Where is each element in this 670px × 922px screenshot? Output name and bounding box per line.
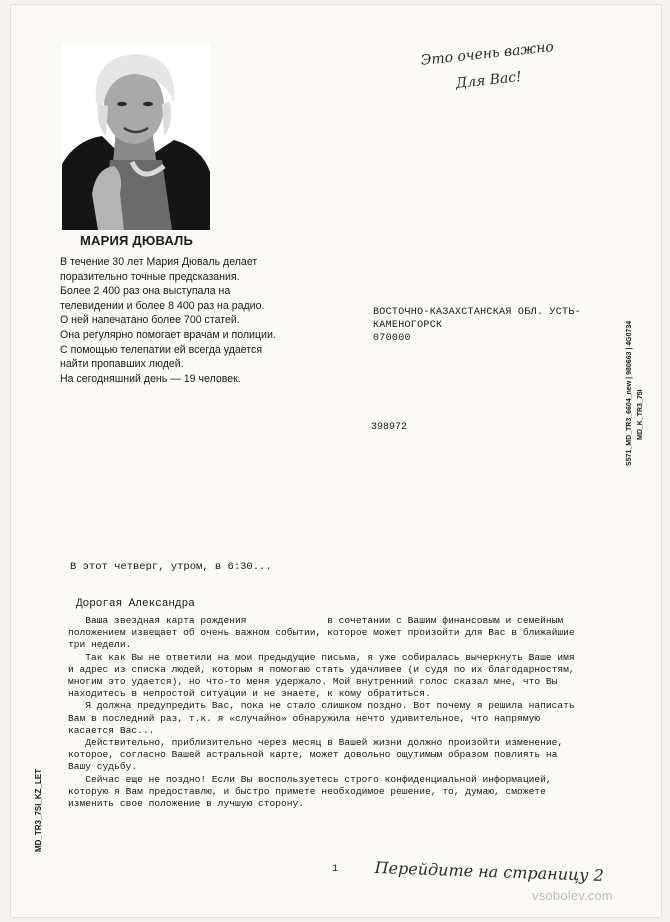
paragraph (68, 737, 640, 774)
portrait-photo (62, 44, 210, 230)
paragraph (68, 700, 640, 737)
paragraph (68, 774, 640, 811)
text-line: три недели. (68, 639, 132, 651)
text-line: которое, согласно Вашей астральной карте, может довольно ощутимым образом повлиять на (68, 749, 558, 761)
text-line: Вам в последний раз, т.к. я «случайно» обнаружила нечто удивительное, что напрямую (68, 712, 541, 724)
handwritten-note-line1: Это очень важно (420, 39, 555, 69)
text-line: и адрес из списка людей, которым я помогаю стать удачливее (и судя по их благодарностям, (68, 663, 575, 675)
bio-line: В течение 30 лет Мария Дюваль делает (60, 256, 258, 268)
bio-line: Более 2 400 раз она выступала на (60, 285, 231, 298)
text-line: которую я Вам предоставлю, и быстро примете необходимое решение, то, думаю, сможете (68, 785, 546, 797)
bio-line: Она регулярно помогает врачам и полиции. (60, 328, 276, 341)
author-name: МАРИЯ ДЮВАЛЬ (80, 233, 194, 248)
text-line: положением извещает об очень важном событии, которое может произойти для Вас в ближайшие (68, 627, 575, 639)
text-line: изменить свое положение в лучшую сторону. (68, 798, 305, 810)
bio-line: поразительно точные предсказания. (60, 270, 240, 283)
date-line: В этот четверг, утром, в 6:30... (70, 561, 272, 573)
page-number: 1 (332, 864, 339, 875)
text-line: находитесь в непростой ситуации и не знаете, к кому обратиться. (68, 688, 431, 700)
bio-line: О ней напечатано более 700 статей. (60, 314, 240, 327)
text-line: Действительно, приблизительно через месяц в Вашей жизни должно произойти изменение, (68, 737, 564, 749)
greeting: Дорогая Александра (76, 598, 195, 610)
paragraph (68, 615, 640, 652)
handwritten-note-line2: Для Вас! (455, 69, 523, 92)
text-line: многим это удается), но что-то меня удержало. Мой внутренний голос сказал мне, что Вы (68, 676, 558, 688)
address-postcode: 070000 (373, 333, 411, 344)
recipient-code: 398972 (371, 422, 408, 433)
author-bio (60, 255, 320, 386)
next-page-handwritten: Перейдите на страницу 2 (374, 858, 605, 885)
address-line1: ВОСТОЧНО-КАЗАХСТАНСКАЯ ОБЛ. УСТЬ- (373, 307, 581, 318)
bio-line: найти пропавших людей. (60, 358, 184, 371)
paragraph (68, 652, 640, 701)
address-line2: КАМЕНОГОРСК (373, 320, 443, 331)
text-line: Сейчас еще не поздно! Если Вы воспользуетесь строго конфиденциальной информацией, (68, 773, 552, 785)
text-line: Я должна предупредить Вас, пока не стало слишком поздно. Вот почему я решила написать (68, 700, 575, 712)
letter-body (68, 615, 640, 810)
text-line: касается Вас... (68, 724, 155, 736)
side-code-right-2: MD_K_TR3_75I (637, 389, 644, 440)
side-code-right-1: S571_MD_TR3_6604_new | 980663 | 4G0734 (626, 320, 633, 466)
bio-line: С помощью телепатии ей всегда удается (60, 343, 263, 356)
text-line: Вашу судьбу. (68, 761, 138, 773)
bio-line: На сегодняшний день — 19 человек. (60, 372, 241, 385)
side-code-left: MD_TR3_7SI_KZ_LET (34, 768, 43, 852)
text-line: Ваша звездная карта рождения в сочетании с Вашим финансовым и семейным (68, 615, 564, 626)
text-line: Так как Вы не ответили на мои предыдущие письма, я уже собиралась вычеркнуть Ваше имя (68, 651, 575, 663)
watermark: vsobolev.com (532, 888, 613, 903)
bio-line: телевидении и более 8 400 раз на радио. (60, 299, 265, 312)
